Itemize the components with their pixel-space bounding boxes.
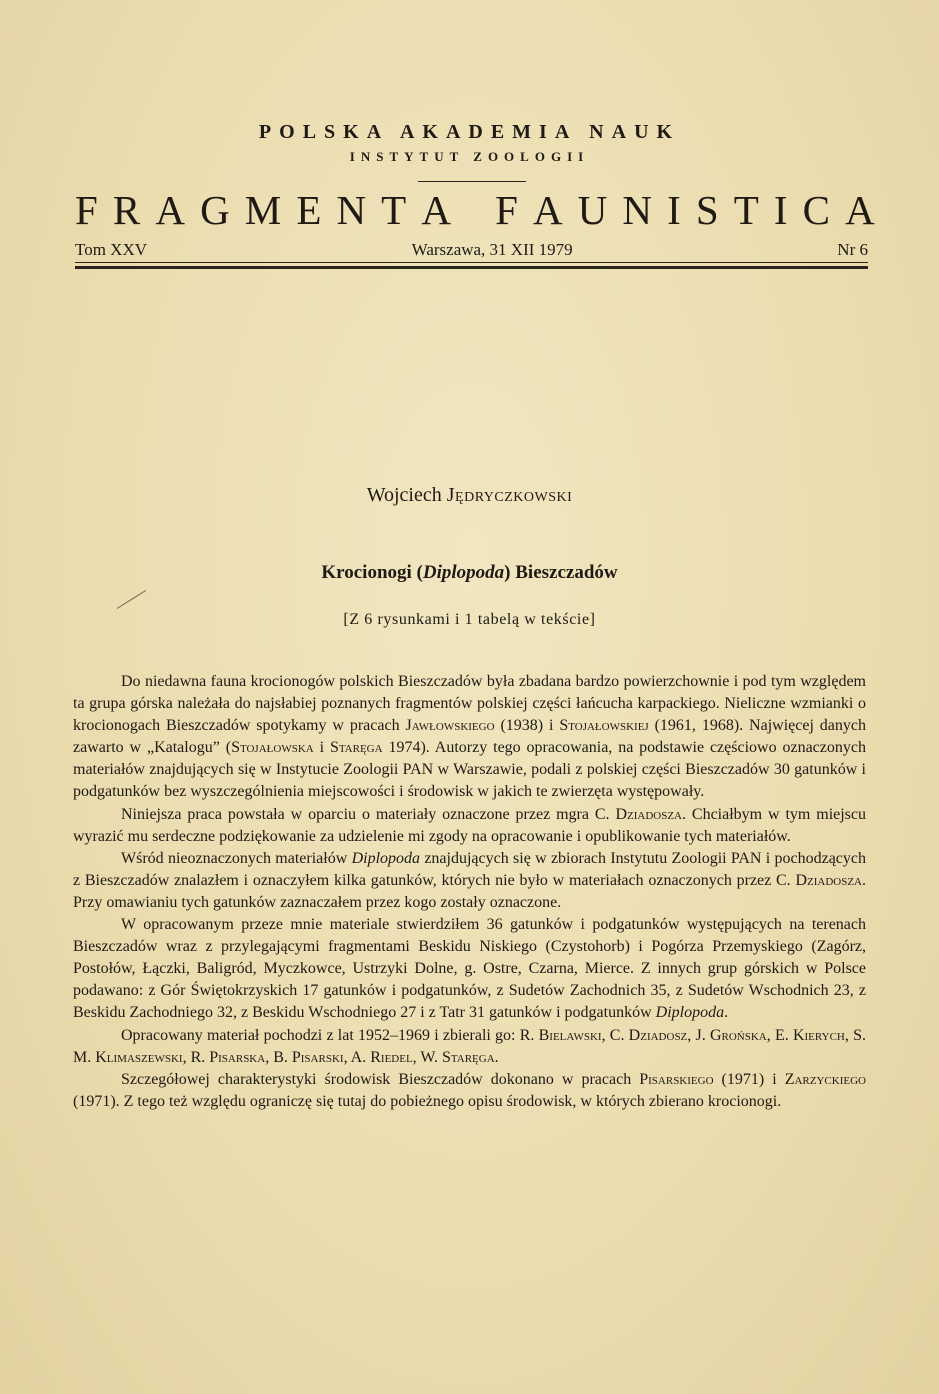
text-run: . Przy omawianiu tych gatunków zaznaczałem przez kogo zostały oznaczone.: [73, 871, 866, 911]
text-run: , A.: [343, 1048, 371, 1066]
pencil-mark: [117, 590, 146, 609]
author-name: Grońska: [709, 1026, 767, 1044]
academy-name: POLSKA AKADEMIA NAUK: [258, 121, 681, 143]
text-run: Do niedawna fauna krocionogów polskich Bieszczadów była zbadana bardzo powierzchownie i pod tym względem ta grupa górska należała do najsłabiej poznanych fragmentów polskiej części łańcucha karpackiego. Nieliczne wzmianki o krocionogach Bieszczadów spotykamy w pracach: [73, 673, 866, 735]
text-run: Niniejsza praca powstała w oparciu o materiały oznaczone przez mgra C.: [121, 805, 616, 823]
article-subtitle: [Z 6 rysunkami i 1 tabelą w tekście]: [343, 611, 596, 628]
journal-title-letter: A: [845, 187, 875, 233]
text-run: , W.: [412, 1048, 443, 1066]
author-name: Pisarski: [291, 1048, 344, 1066]
author-name: Klimaszewski: [95, 1048, 183, 1066]
author-first-name: Wojciech: [366, 484, 442, 506]
author-name: Zarzyckiego: [784, 1070, 866, 1088]
title-part-2: ) Bieszczadów: [504, 562, 618, 583]
header-rule-thick: [75, 266, 868, 269]
issue-date: Warszawa, 31 XII 1979: [411, 240, 573, 259]
journal-title-letter: F: [75, 187, 98, 233]
text-run: Szczegółowej charakterystyki środowisk Bieszczadów dokonano w pracach: [121, 1070, 640, 1088]
issue-meta: [75, 240, 868, 260]
text-run: .: [724, 1004, 729, 1022]
journal-title-letter: I: [667, 187, 681, 233]
author-name: Stojałowska: [231, 739, 314, 757]
text-run: znajdujących się w zbiorach Instytutu Zoologii PAN i pochodzących z Bieszczadów znalazłem i oznaczyłem kilka gatunków, których nie było w materiałach oznaczonych przez C.: [73, 849, 866, 889]
author-name: Dziadosza: [795, 871, 862, 889]
paragraph: [73, 671, 866, 804]
paragraph: [73, 914, 866, 1024]
text-run: , R.: [182, 1048, 210, 1066]
journal-title-letter: N: [622, 187, 653, 233]
author-name: Pisarska: [209, 1048, 266, 1066]
header-rule-thin: [75, 262, 868, 263]
text-run: 1974). Autorzy tego opracowania, na podstawie częściowo oznaczonych materiałów znajdujących się w Instytucie Zoologii PAN w Warszawie, podali z polskiej części Bieszczadów 30 gatunków i podgatunków bez wyszczególnienia miejscowości i środowisk w jakich te zwierzęta występowały.: [73, 739, 866, 801]
text-run: , E.: [766, 1026, 793, 1044]
article-title: [0, 561, 939, 585]
author-name: Kierych: [792, 1026, 845, 1044]
journal-title-letter: R: [112, 187, 141, 233]
journal-title-letter: A: [421, 187, 451, 233]
issue-number: Nr 6: [837, 240, 868, 259]
text-run: i: [313, 739, 330, 757]
author-name: Stojałowskiej: [559, 717, 649, 735]
text-run: , J.: [687, 1026, 710, 1044]
institute-name: INSTYTUT ZOOLOGII: [349, 149, 590, 164]
author-name: Staręga: [442, 1048, 495, 1066]
text-run: , S. M.: [73, 1026, 866, 1066]
journal-title-letter: C: [802, 187, 831, 233]
header-divider: [418, 181, 526, 182]
text-run: .: [494, 1048, 499, 1066]
journal-title-letter: M: [244, 187, 282, 233]
italic-term: Diplopoda: [655, 1004, 725, 1022]
journal-title-letter: N: [336, 187, 367, 233]
paragraph: [73, 804, 866, 848]
author-name: Bielawski: [538, 1026, 602, 1044]
text-run: Wśród nieoznaczonych materiałów: [121, 849, 352, 867]
text-run: (1971). Z tego też względu ograniczę się tutaj do pobieżnego opisu środowisk, w których zbierano krocionogi.: [73, 1092, 782, 1110]
journal-title-letter: S: [695, 187, 719, 233]
author-name: Riedel: [370, 1048, 413, 1066]
text-run: . Chciałbym w tym miejscu wyrazić mu serdeczne podziękowanie za udzielenie mi zgody na opracowanie i opublikowanie tych materiałów.: [73, 805, 867, 845]
author-last-name: Jędryczkowski: [446, 484, 573, 506]
journal-title-letter: G: [200, 187, 230, 233]
journal-title-letter: A: [533, 187, 563, 233]
text-run: (1971) i: [713, 1070, 785, 1088]
journal-title-letter: U: [577, 187, 608, 233]
text-run: Opracowany materiał pochodzi z lat 1952–1969 i zbierali go: R.: [121, 1026, 539, 1044]
text-run: , C.: [601, 1026, 629, 1044]
volume-label: Tom XXV: [75, 240, 148, 259]
paragraph: [73, 1025, 866, 1069]
text-run: (1961, 1968). Najwięcej danych zawarto w „Katalogu” (: [73, 717, 866, 757]
author-name: Dziadosz: [628, 1026, 688, 1044]
journal-title-letter: T: [381, 187, 407, 233]
article-body: [73, 671, 866, 1113]
text-run: (1938) i: [494, 717, 560, 735]
italic-term: Diplopoda: [351, 849, 421, 867]
author-name: Jawłowskiego: [405, 717, 495, 735]
journal-title-space: [466, 186, 480, 234]
author-name: Dziadosza: [615, 805, 682, 823]
journal-title-letter: T: [733, 187, 759, 233]
paragraph: [73, 1069, 866, 1113]
journal-title: [75, 186, 875, 234]
journal-title-letter: F: [495, 187, 518, 233]
text-run: , B.: [265, 1048, 292, 1066]
title-part-1: Krocionogi (: [321, 562, 423, 583]
author-name: Pisarskiego: [639, 1070, 714, 1088]
journal-title-letter: A: [155, 187, 185, 233]
text-run: W opracowanym przeze mnie materiale stwierdziłem 36 gatunków i podgatunków występujących na terenach Bieszczadów wraz z przylegającymi fragmentami Beskidu Niskiego (Czystohorb) i Pogórza Przemyskiego (Zagórz, Postołów, Łączki, Baligród, Myczkowce, Ustrzyki Dolne, g. Ostre, Czarna, Mierce. Z innych grup górskich w Polsce podawano: z Gór Świętokrzyskich 17 gatunków i podgatunków, z Sudetów Zachodnich 35, z Sudetów Wschodnich 23, z Beskidu Zachodniego 32, z Beskidu Wschodniego 27 i z Tatr 31 gatunków i podgatunków: [73, 916, 866, 1022]
journal-title-letter: I: [773, 187, 788, 233]
author-name: Staręga: [329, 739, 383, 757]
journal-title-letter: E: [296, 187, 322, 233]
article-author: [0, 483, 939, 507]
title-taxon: Diplopoda: [422, 562, 505, 583]
paragraph: [73, 848, 866, 914]
